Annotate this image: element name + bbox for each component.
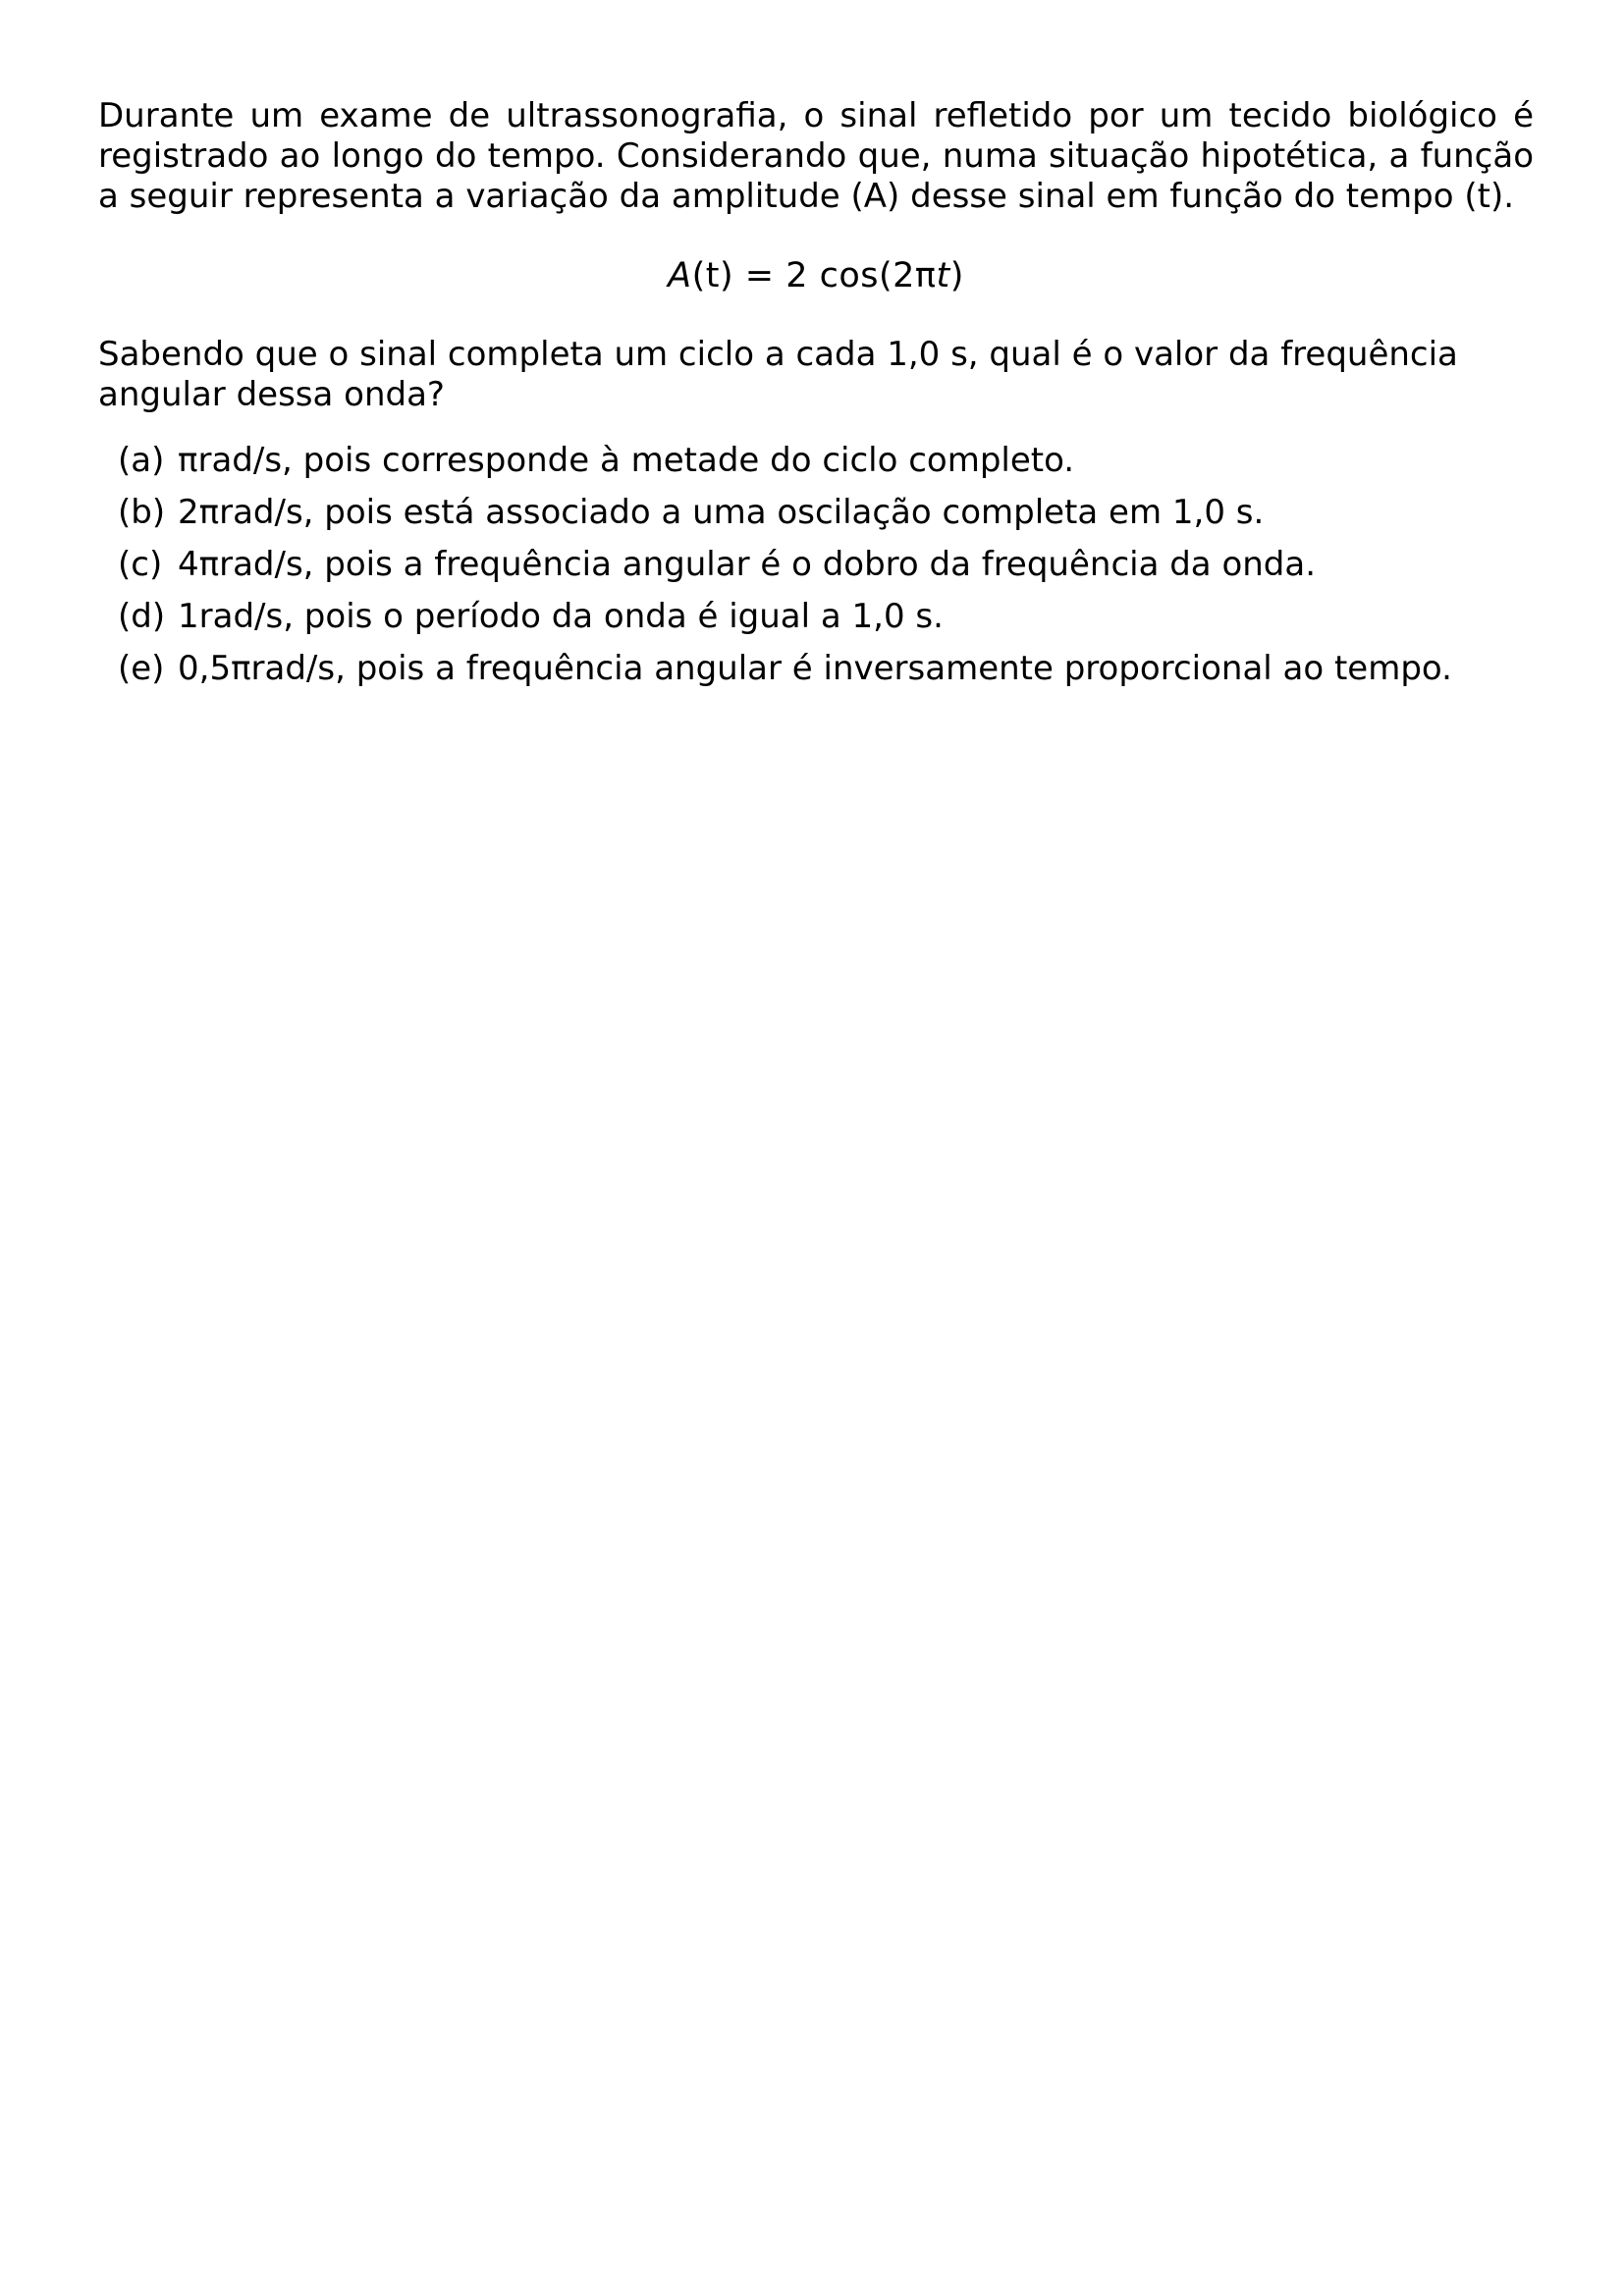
option-a[interactable] — [98, 441, 1534, 481]
equation-lhs-argument: (t) — [691, 256, 734, 295]
option-text: 2πrad/s, pois está associado a uma oscilação completa em 1,0 s. — [178, 493, 1265, 532]
intro-paragraph: Durante um exame de ultrassonografia, o sinal refletido por um tecido biológico é registrado ao longo do tempo. Considerando que, numa situação hipotética, a função a seguir representa a variação da amplitude (A) desse sinal em função do tempo (t). — [98, 96, 1534, 216]
equation-rhs-variable: t — [936, 256, 950, 295]
option-text: 0,5πrad/s, pois a frequência angular é inversamente proporcional ao tempo. — [178, 649, 1452, 688]
equation-lhs-variable: A — [668, 256, 692, 295]
option-letter: (a) — [118, 441, 165, 480]
option-b[interactable] — [98, 493, 1534, 533]
option-letter: (e) — [118, 649, 165, 688]
equation-rhs-close: ) — [949, 256, 964, 295]
option-c[interactable] — [98, 545, 1534, 585]
equation-rhs: 2 cos(2π — [785, 256, 937, 295]
option-d[interactable] — [98, 597, 1534, 637]
option-letter: (d) — [118, 597, 166, 636]
option-letter: (c) — [118, 545, 163, 584]
equation-equals: = — [733, 256, 786, 295]
amplitude-equation — [98, 254, 1534, 297]
option-text: 4πrad/s, pois a frequência angular é o dobro da frequência da onda. — [178, 545, 1317, 584]
option-letter: (b) — [118, 493, 166, 532]
option-text: 1rad/s, pois o período da onda é igual a 1,0 s. — [178, 597, 944, 636]
option-text: πrad/s, pois corresponde à metade do ciclo completo. — [178, 441, 1075, 480]
answer-options — [98, 441, 1534, 689]
option-e[interactable] — [98, 649, 1534, 689]
question-text: Sabendo que o sinal completa um ciclo a cada 1,0 s, qual é o valor da frequência angular dessa onda? — [98, 335, 1458, 414]
question-block — [98, 96, 1534, 701]
